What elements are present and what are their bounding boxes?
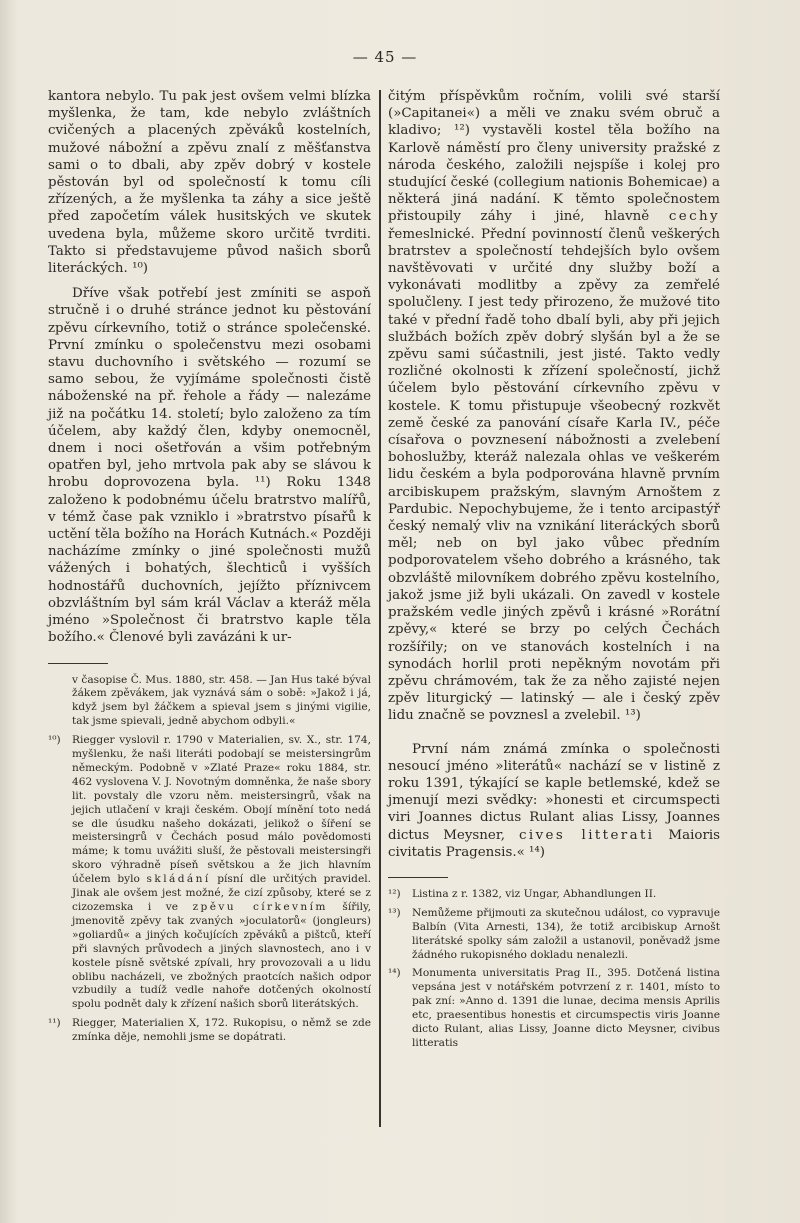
footnote <box>48 674 371 730</box>
footnote <box>48 734 371 1012</box>
footnote-marker: ¹⁴) <box>388 967 401 980</box>
footnote-text: v časopise Č. Mus. 1880, str. 458. — Jan Hus také býval žákem zpěvákem, jak vyznává sám o sobě: »Jakož i já, když jsem byl žáčkem a spieval jsem s jinými vigilie, tak jsme spievali, jedně abychom odbyli.« <box>72 673 371 728</box>
footnote-marker: ¹¹) <box>48 1017 61 1030</box>
paragraph-text: První nám známá zmínka o společnosti nesoucí jméno »literátů« nachází se v listině z roku 1391, týkající se kaple betlemské, kdež se jmenují mezi svědky: »honesti et circumspecti viri Joannes dictus Rulant alias Lissy, Joannes dictus Meysner, <box>388 741 720 843</box>
footnote-rule <box>388 877 448 878</box>
footnote <box>388 888 720 902</box>
footnote-text: Nemůžeme přijmouti za skutečnou událost, co vypravuje Balbín (Vita Arnesti, 134), že totiž arcibiskup Arnošt literátské spolky sám založil a ustanovil, poněvadž jsme žádného rukopisného dokladu nenalezli. <box>412 906 720 961</box>
page-number: — 45 — <box>352 48 418 66</box>
paragraph-text-spaced: cechy <box>668 209 720 225</box>
footnote-marker: ¹³) <box>388 906 401 919</box>
column-divider <box>379 90 381 1127</box>
footnote-marker: ¹⁰) <box>48 734 61 747</box>
left-column <box>48 88 371 1050</box>
paragraph <box>388 741 720 861</box>
footnote-rule <box>48 663 108 664</box>
footnote-text: Monumenta universitatis Prag II., 395. Dotčená listina vepsána jest v notářském potvrzení z r. 1401, místo to pak zní: »Anno d. 1391 die lunae, decima mensis Aprilis etc, praesentibus honestis et circumspectis viris Joanne dicto Rulant, alias Lissy, Joanne dicto Meysner, civibus litteratis <box>412 967 720 1049</box>
footnote-text: písní dle určitých pravidel. Jinak ale ovšem jest možné, že cizí způsoby, které se z cizozemska i ve <box>72 873 371 913</box>
footnote-text: Riegger vyslovil r. 1790 v Materialien, sv. X., str. 174, myšlenku, že naši literáti podobají se meistersingrům německým. Podobně v »Zlaté Praze« roku 1884, str. 462 vyslovena V. J. Novotným domněnka, že naše sbory lit. povstaly dle vzoru něm. meistersingrů, však na jejich utlačení v kraji českém. Obojí mínění toto nedá se dle úsudku našeho dokázati, jelikož o šíření se meistersingrů v Čechách posud málo povědomosti máme; k tomu uvážiti sluší, že pěstovali meistersingři skoro výhradně píseň světskou a že jich hlavním účelem bylo <box>72 734 371 886</box>
footnote-text: Listina z r. 1382, viz Ungar, Abhandlungen II. <box>412 887 657 900</box>
footnote-text: Riegger, Materialien X, 172. Rukopisu, o němž se zde zmínka děje, nemohli jsme se dopátrati. <box>72 1017 371 1044</box>
paragraph-text-spaced: cives litterati <box>519 827 655 843</box>
paragraph-text: řemeslnické. Přední povinností členů veškerých bratrstev a společností tehdejších bylo ovšem navštěvovati v určité dny služby boží a vykonávati modlitby a zpěvy za zemřelé spolučleny. I jest tedy přirozeno, že mužové tito také v přední řadě toho dbalí byli, aby při jejich službách božích zpěv dobrý slyšán byl a že se zpěvu sami súčastnili, jest jisté. Takto vedly rozličné okolnosti k zřízení společností, jichž účelem bylo pěstování církevního zpěvu v kostele. K tomu přistupuje všeobecný rozkvět země české za panování císaře Karla IV., péče císařova o povznesení nábožnosti a zvelebení bohoslužby, kteráž nalezala ohlas ve veškerém lidu českém a byla podporována hlavně prvním arcibiskupem pražským, slavným Arnoštem z Pardubic. Nepochybujeme, že i tento arcipastýř český nemalý vliv na vznikání literáckých sborů měl; neb on byl jako vůbec předním podporovatelem všeho dobrého a krásného, tak obzvláště milovníkem dobrého zpěvu kostelního, jakož jsme již byli ukázali. On zavedl v kostele pražském vedle jiných zpěvů i krásné »Rorátní zpěvy,« které se brzy po celých Čechách rozšířily; on ve stanovách kostelních i na synodách horlil proti nepěkným novotám při zpěvu chrámovém, tak že za něho zajisté nejen zpěv liturgický — latinský — ale i český zpěv lidu značně se povznesl a zvelebil. ¹³) <box>388 226 720 724</box>
footnote <box>388 967 720 1050</box>
paragraph: Dříve však potřebí jest zmíniti se aspoň stručně i o druhé stránce jednot ku pěstování zpěvu církevního, totiž o stránce společenské. První zmínku o společenstvu mezi osobami stavu duchovního i světského — rozumí se samo sebou, že vyjímáme společnosti čistě náboženské na př. řehole a řády — nalezáme již na počátku 14. století; bylo založeno za tím účelem, aby každý člen, kdyby onemocněl, dnem i noci ošetřován a všim potřebným opatřen byl, jeho mrtvola pak aby se slávou k hrobu doprovozena byla. ¹¹) Roku 1348 založeno k podobnému účelu bratrstvo malířů, v témž čase pak vzniklo i »bratrstvo písařů k uctění těla božího na Horách Kutnách.« Později nacházíme zmínky o jiné společnosti mužů vážených i bohatých, šlechticů i vyšších hodnostářů duchovních, jejížto příznivcem obzvláštním byl sám král Václav a kteráž měla jméno »Společnost či bratrstvo kaple těla božího.« Členové byli zavázáni k ur- <box>48 286 371 646</box>
paragraph-text: čitým příspěvkům ročním, volili své starší (»Capitanei«) a měli ve znaku svém obruč a kladivo; ¹²) vystavěli kostel těla božího na Karlově náměstí pro členy university pražské z národa českého, založili nejspíše i kolej pro studující české (collegium nationis Bohemicae) a některá jiná nadání. K těmto společnostem přistoupily záhy i jiné, hlavně <box>388 89 720 225</box>
footnote-text-spaced: zpěvu církevním <box>192 901 328 913</box>
footnote-text-spaced: skládání <box>146 873 211 886</box>
right-column <box>388 88 720 1056</box>
footnote <box>48 1017 371 1045</box>
footnote <box>388 907 720 963</box>
paragraph <box>388 88 720 725</box>
paragraph: kantora nebylo. Tu pak jest ovšem velmi blízka myšlenka, že tam, kde nebylo zvláštních cvičených a placených zpěváků kostelních, mužové nábožní a zpěvu znalí z měšťanstva sami o to dbali, aby zpěv dobrý v kostele pěstován byl od společností k tomu cíli zřízených, a že myšlenka ta záhy a sice ještě před započetím válek husitských ve skutek uvedena byla, můžeme skoro určitě tvrditi. Takto si představujeme původ našich sborů literáckých. ¹⁰) <box>48 89 371 277</box>
footnote-marker: ¹²) <box>388 887 401 900</box>
footnote-text: šířily, jmenovitě zpěvy tak zvaných »joculatorů« (jongleurs) »goliardů« a jiných kočujících zpěváků a pištců, kteří při slavných průvodech a jiných slavnostech, ano i v kostele písně světské zpívali, hry provozovali a u lidu oblibu nacházeli, ve zbožných praotcích našich odpor vzbudily a tudíž vedle nahoře dotčených okolností spolu podnět daly k zřízení našich sborů literátských. <box>72 901 372 1011</box>
paragraph-text: Maioris civitatis Pragensis.« ¹⁴) <box>388 827 721 860</box>
